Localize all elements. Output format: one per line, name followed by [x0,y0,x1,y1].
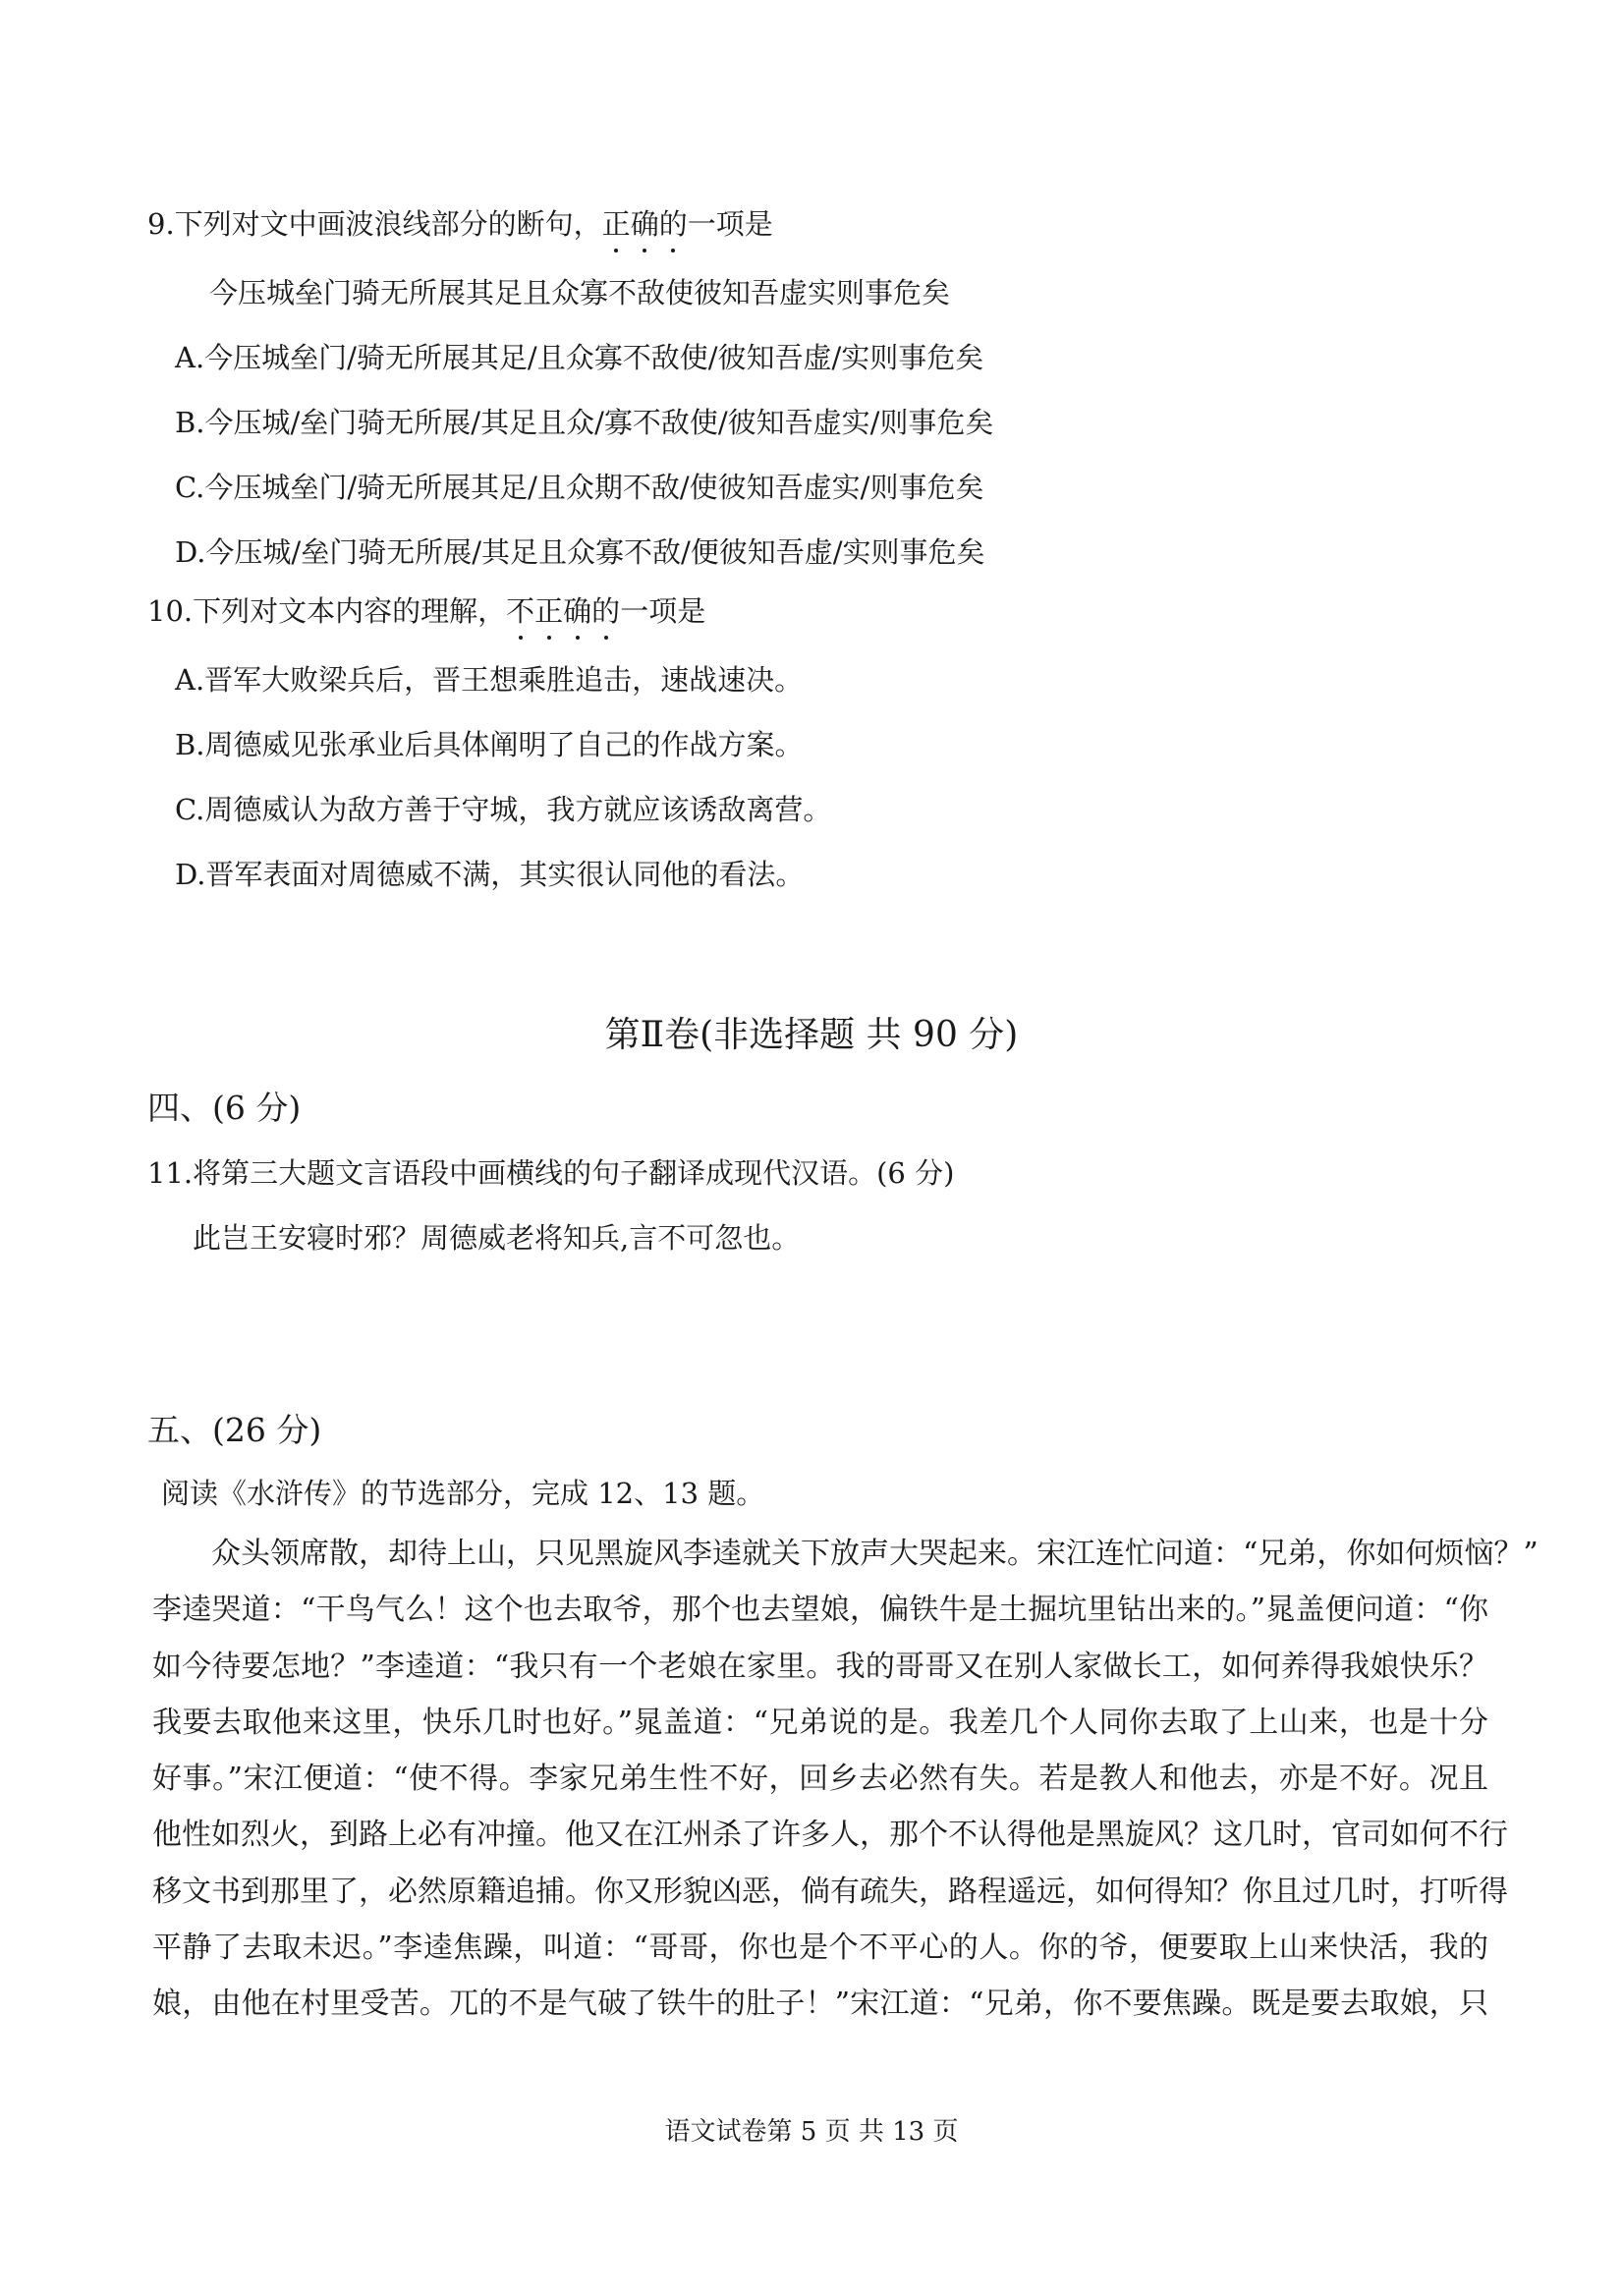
reading-passage [152,1526,1539,2033]
question-10-stem [147,591,705,631]
passage-line: 好事。”宋江便道：“使不得。李家兄弟生性不好，回乡去必然有失。若是教人和他去，亦是不好。况且 [152,1762,1488,1797]
passage-line: 娘，由他在村里受苦。兀的不是气破了铁牛的肚子！”宋江道：“兄弟，你不要焦躁。既是要去取娘，只 [152,1987,1488,2022]
question-10-option-d: D.晋军表面对周德威不满，其实很认同他的看法。 [175,858,805,891]
question-9-stem-end: 一项是 [687,207,773,241]
emphasis-char: 确 [631,204,659,244]
section-2-title: 第Ⅱ卷(非选择题 共 90 分) [604,1015,1019,1055]
question-10-stem-text: 10.下列对文本内容的理解， [147,594,507,628]
question-9-option-a: A.今压城垒门/骑无所展其足/且众寡不敌使/彼知吾虚/实则事危矣 [175,341,984,374]
question-11-sentence: 此岂王安寝时邪？周德威老将知兵,言不可忽也。 [193,1221,801,1255]
question-9-passage: 今压城垒门骑无所展其足且众寡不敌使彼知吾虚实则事危矣 [209,276,951,309]
question-9-stem [147,204,773,244]
question-10-option-a: A.晋军大败梁兵后，晋王想乘胜追击，速战速决。 [175,663,804,697]
part-4-heading: 四、(6 分) [147,1089,302,1127]
part-5-heading: 五、(26 分) [147,1411,322,1449]
emphasis-char: 确 [563,591,591,631]
passage-line: 如今待要怎地？”李逵道：“我只有一个老娘在家里。我的哥哥又在别人家做长工，如何养得我娘快乐？ [152,1649,1488,1684]
question-10-option-c: C.周德威认为敌方善于守城，我方就应该诱敌离营。 [175,793,832,826]
part-5-intro: 阅读《水浒传》的节选部分，完成 12、13 题。 [161,1477,765,1510]
passage-line: 移文书到那里了，必然原籍追捕。你又形貌凶恶，倘有疏失，路程遥远，如何得知？你且过几时，打听得 [152,1874,1508,1909]
question-10-stem-end: 一项是 [620,594,706,628]
emphasis-char: 正 [534,591,563,631]
emphasis-char: 正 [602,204,631,244]
question-9-option-c: C.今压城垒门/骑无所展其足/且众期不敌/使彼知吾虚实/则事危矣 [175,471,984,504]
question-9-stem-text: 9.下列对文中画波浪线部分的断句， [147,207,602,241]
question-10-option-b: B.周德威见张承业后具体阐明了自己的作战方案。 [175,728,804,761]
passage-line: 李逵哭道：“干鸟气么！这个也去取爷，那个也去望娘，偏铁牛是土掘坑里钻出来的。”晁盖便问道：“你 [152,1593,1488,1628]
passage-line: 我要去取他来这里，快乐几时也好。”晁盖道：“兄弟说的是。我差几个人同你去取了上山来，也是十分 [152,1705,1488,1740]
question-9-option-d: D.今压城/垒门骑无所展/其足且众寡不敌/便彼知吾虚/实则事危矣 [175,535,985,569]
emphasis-char: 的 [591,591,620,631]
emphasis-char: 的 [659,204,688,244]
passage-line: 众头领席散，却待上山，只见黑旋风李逵就关下放声大哭起来。宋江连忙问道：“兄弟，你如何烦恼？” [152,1537,1539,1571]
page-footer: 语文试卷第 5 页 共 13 页 [664,2117,959,2147]
question-11-stem: 11.将第三大题文言语段中画横线的句子翻译成现代汉语。(6 分) [147,1156,955,1190]
passage-line: 平静了去取未迟。”李逵焦躁，叫道：“哥哥，你也是个不平心的人。你的爷，便要取上山来快活，我的 [152,1931,1488,1966]
emphasis-char: 不 [506,591,534,631]
passage-line: 他性如烈火，到路上必有冲撞。他又在江州杀了许多人，那个不认得他是黑旋风？这几时，官司如何不行 [152,1818,1508,1853]
question-9-option-b: B.今压城/垒门骑无所展/其足且众/寡不敌使/彼知吾虚实/则事危矣 [175,406,994,439]
